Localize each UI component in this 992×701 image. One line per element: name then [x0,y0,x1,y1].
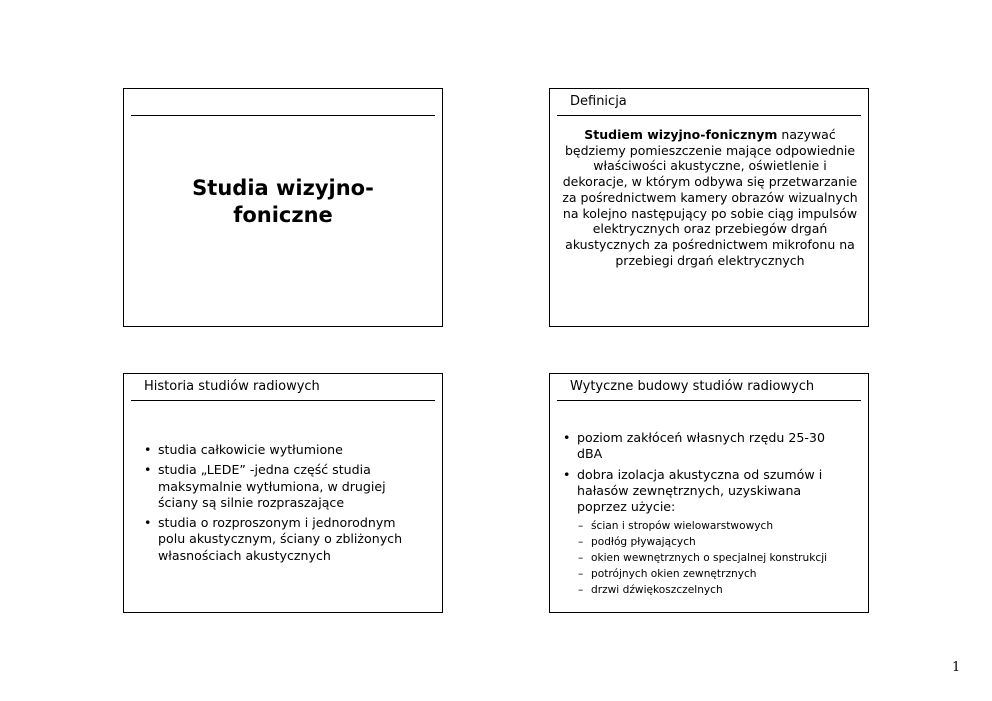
list-item: • studia całkowicie wytłumione [144,442,422,458]
slide-divider [131,115,435,116]
sub-list-item: – drzwi dźwiękoszczelnych [577,582,850,598]
sub-bullet-list [577,518,850,598]
slide-guidelines [549,373,869,613]
bullet-list [563,430,850,602]
list-item-text: dobra izolacja akustyczna od szumów i hałasów zewnętrznych, uzyskiwana poprzez użycie: [577,466,823,515]
slide-divider [131,400,435,401]
slide-history [123,373,443,613]
sub-list-item: – potrójnych okien zewnętrznych [577,566,850,582]
slide-heading: Definicja [570,94,627,109]
definition-term: Studiem wizyjno-fonicznym [584,127,778,142]
list-item: • poziom zakłóceń własnych rzędu 25-30 dBA [563,430,850,463]
bullet-list [144,442,422,568]
slide-heading: Wytyczne budowy studiów radiowych [570,379,815,394]
sub-list-item: – okien wewnętrznych o specjalnej konstrukcji [577,550,850,566]
slide-divider [557,115,861,116]
title-text: Studia wizyjno- foniczne [192,176,374,227]
definition-text [562,127,858,268]
slide-definition [549,88,869,327]
list-item [563,467,850,599]
list-item: • studia o rozproszonym i jednorodnym polu akustycznym, ściany o zbliżonych własnościach akustycznych [144,515,422,564]
definition-body: nazywać będziemy pomieszczenie mające odpowiednie właściwości akustyczne, oświetlenie i dekoracje, w którym odbywa się przetwarzanie za pośrednictwem kamery obrazów wizualnych na kolejno następujący po sobie ciąg impulsów elektrycznych oraz przebiegów drgań akustycznych za pośrednictwem mikrofonu na przebiegi drgań elektrycznych [562,127,858,268]
sub-list-item: – ścian i stropów wielowarstwowych [577,518,850,534]
sub-list-item: – podłóg pływających [577,534,850,550]
list-item: • studia „LEDE” -jedna część studia maksymalnie wytłumiona, w drugiej ściany są silnie rozpraszające [144,462,422,511]
slide-title-text [144,175,422,229]
slide-heading: Historia studiów radiowych [144,379,320,394]
page-number: 1 [952,660,961,675]
slide-divider [557,400,861,401]
slide-title [123,88,443,327]
